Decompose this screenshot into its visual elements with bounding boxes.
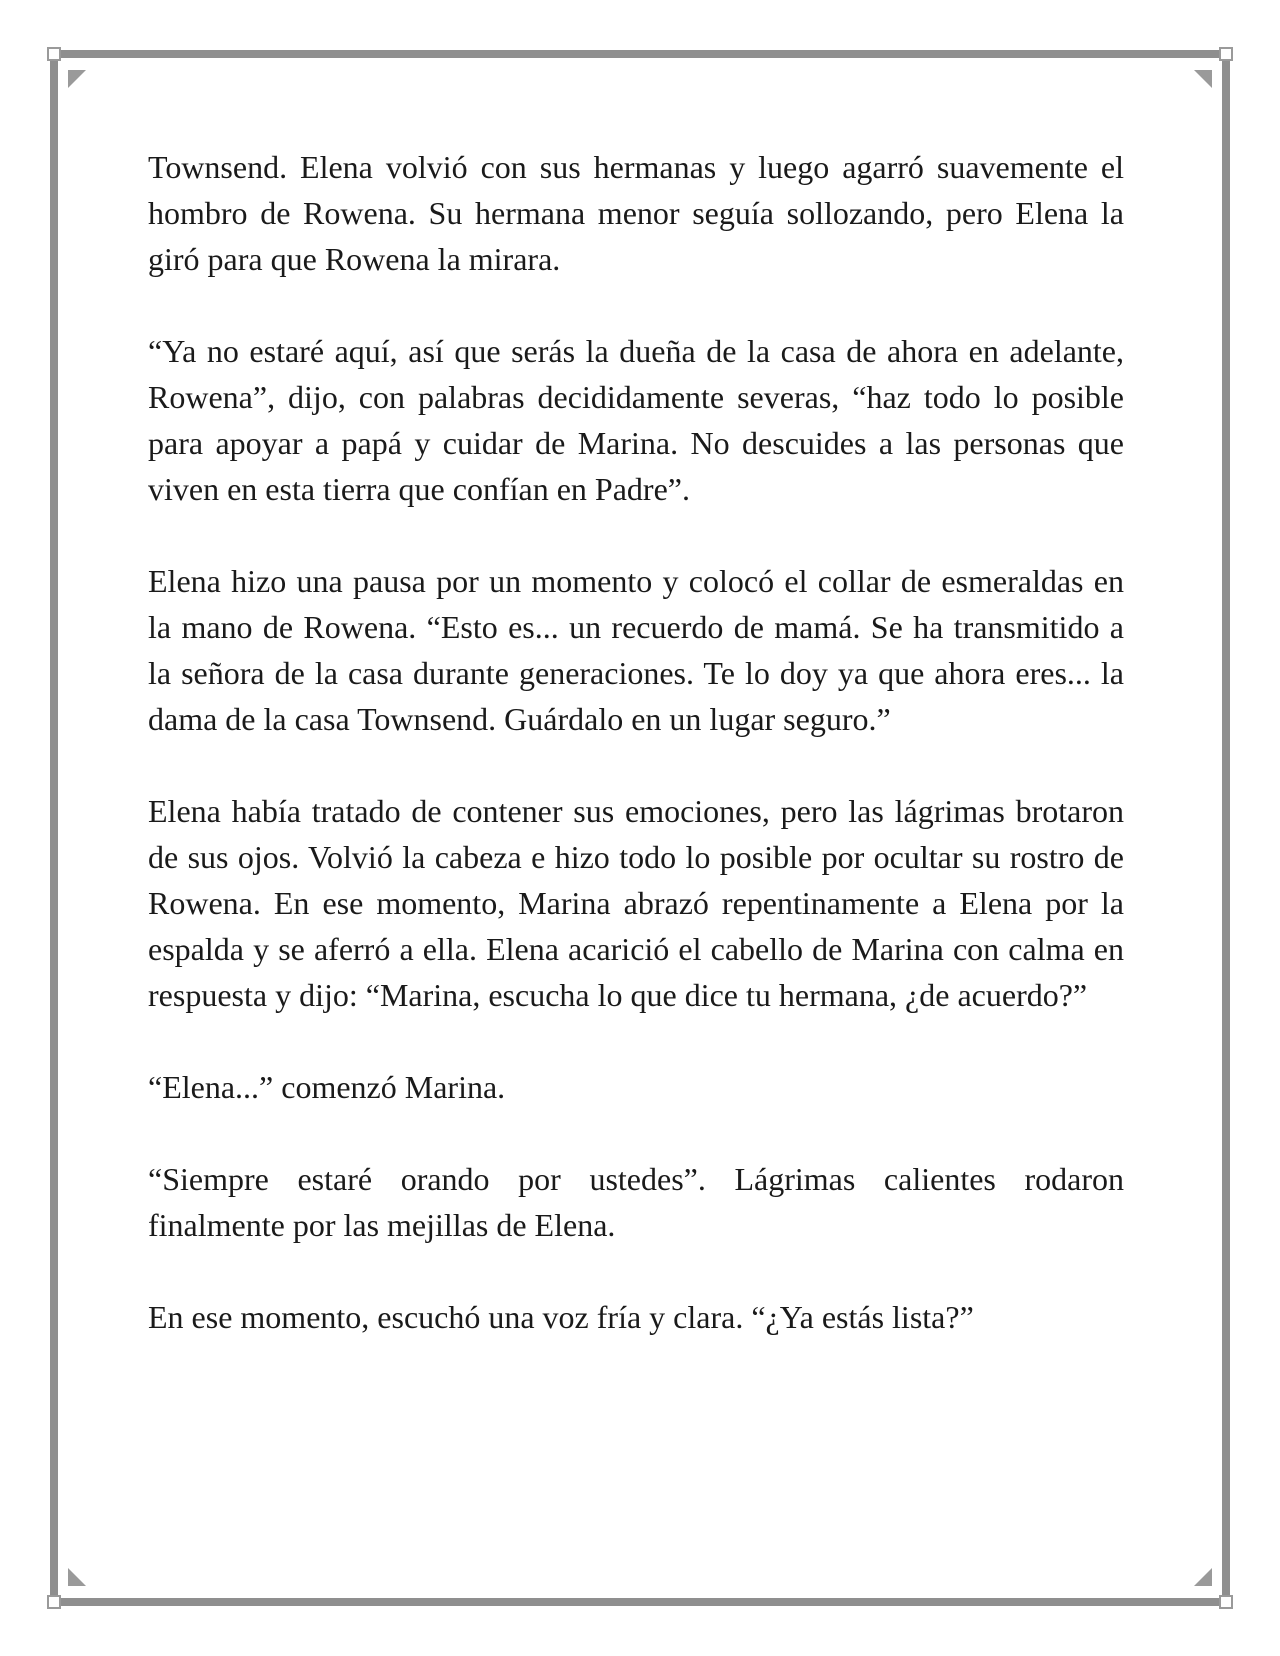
frame-border-left — [50, 58, 58, 1598]
page-body — [148, 144, 1124, 1386]
paragraph-2: “Ya no estaré aquí, así que serás la dueña de la casa de ahora en adelante, Rowena”, dijo, con palabras decididamente severas, “haz todo lo posible para apoyar a papá y cuidar de Marina. No descuides a las personas que viven en esta tierra que confían en Padre”. — [148, 333, 1124, 507]
paragraph-3: Elena hizo una pausa por un momento y colocó el collar de esmeraldas en la mano de Rowena. “Esto es... un recuerdo de mamá. Se ha transmitido a la señora de la casa durante generaciones. Te lo doy ya que ahora eres... la dama de la casa Townsend. Guárdalo en un lugar seguro.” — [148, 563, 1124, 737]
corner-ornament-bottom-right-icon — [1194, 1568, 1212, 1586]
paragraph-4: Elena había tratado de contener sus emociones, pero las lágrimas brotaron de sus ojos. Volvió la cabeza e hizo todo lo posible por ocultar su rostro de Rowena. En ese momento, Marina abrazó repentinamente a Elena por la espalda y se aferró a ella. Elena acarició el cabello de Marina con calma en respuesta y dijo: “Marina, escucha lo que dice tu hermana, ¿de acuerdo?” — [148, 793, 1124, 1013]
frame-border-bottom — [58, 1598, 1222, 1606]
paragraph-7: En ese momento, escuchó una voz fría y clara. “¿Ya estás lista?” — [148, 1299, 974, 1335]
frame-corner-bottom-left — [47, 1595, 61, 1609]
corner-ornament-top-right-icon — [1194, 70, 1212, 88]
paragraph-5: “Elena...” comenzó Marina. — [148, 1069, 506, 1105]
frame-corner-top-left — [47, 47, 61, 61]
frame-corner-top-right — [1219, 47, 1233, 61]
frame-border-right — [1222, 58, 1230, 1598]
frame-corner-bottom-right — [1219, 1595, 1233, 1609]
corner-ornament-top-left-icon — [68, 70, 86, 88]
paragraph-6: “Siempre estaré orando por ustedes”. Lágrimas calientes rodaron finalmente por las mejillas de Elena. — [148, 1161, 1124, 1243]
corner-ornament-bottom-left-icon — [68, 1568, 86, 1586]
frame-border-top — [58, 50, 1222, 58]
paragraph-1: Townsend. Elena volvió con sus hermanas y luego agarró suavemente el hombro de Rowena. Su hermana menor seguía sollozando, pero Elena la giró para que Rowena la mirara. — [148, 149, 1124, 277]
